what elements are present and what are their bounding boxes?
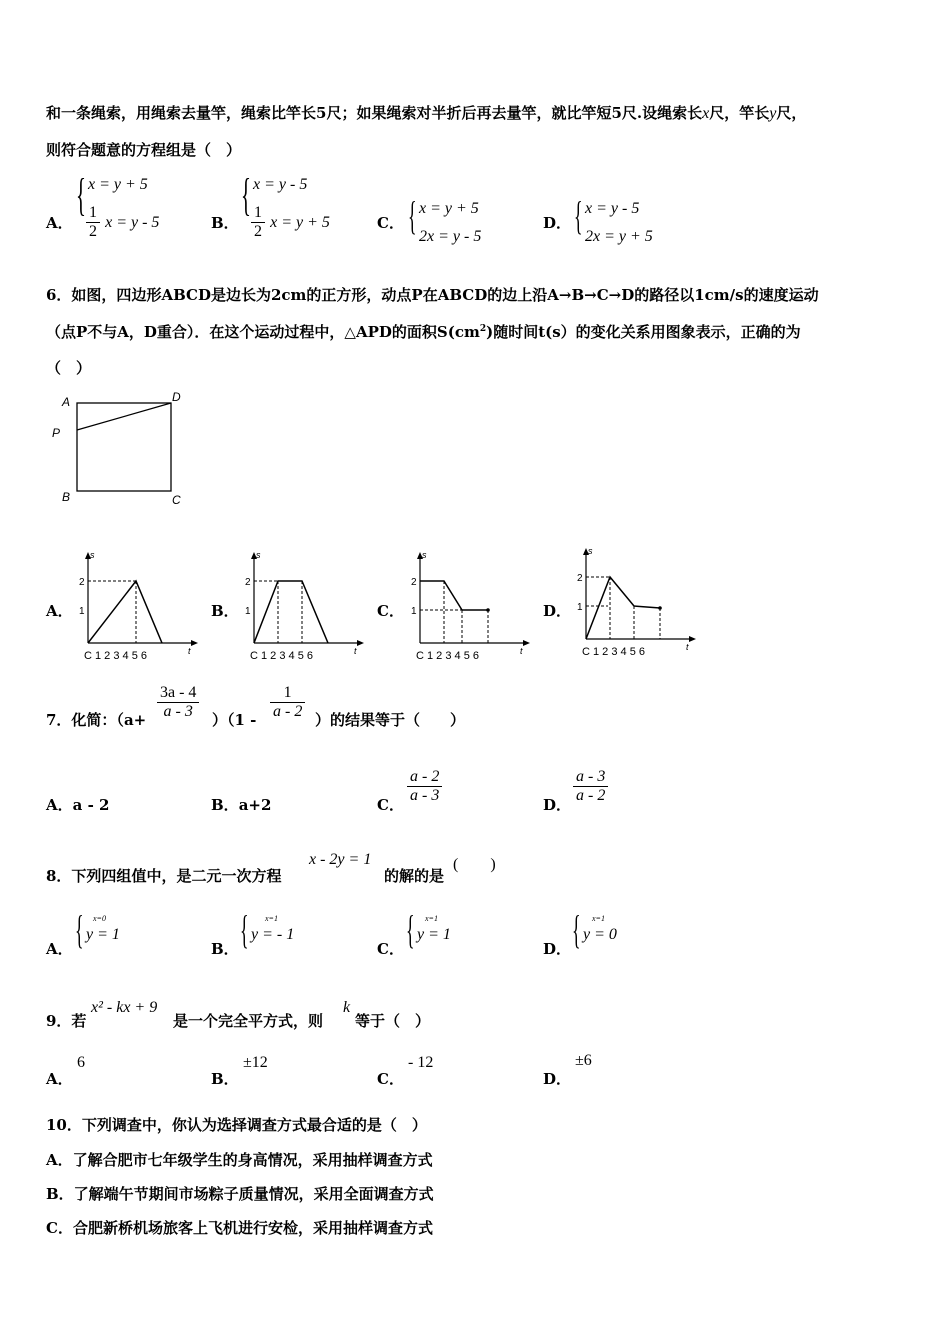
svg-text:s: s [256, 550, 261, 560]
q9-stem-suffix: 等于（ ） [355, 1012, 431, 1030]
q8-option-b-top: x=1 [265, 914, 278, 923]
q8-stem-prefix: 8．下列四组值中，是二元一次方程 [46, 867, 282, 885]
svg-text:C 1 2 3 4 5 6: C 1 2 3 4 5 6 [582, 646, 645, 658]
brace-icon: { [572, 907, 581, 952]
segment-pd [77, 403, 171, 430]
q7-option-a[interactable]: A．a - 2 [46, 796, 110, 814]
q8-equation: x - 2y = 1 [309, 851, 372, 868]
svg-text:C 1 2 3 4 5 6: C 1 2 3 4 5 6 [416, 650, 479, 662]
svg-text:t: t [686, 642, 689, 652]
svg-text:1: 1 [245, 606, 251, 617]
q9-option-d-value: ±6 [575, 1052, 592, 1069]
vertex-b: B [62, 490, 71, 504]
svg-text:t: t [188, 646, 191, 656]
q9-stem-prefix: 9．若 [46, 1012, 87, 1030]
q8-answer-paren: ( ) [453, 856, 496, 873]
q6-stem-line2: （点P不与A，D重合）．在这个运动过程中，△APD的面积$S(cm^2)$随时间t(s）的变化关系用图象表示，正确的为 [46, 323, 801, 341]
q5-option-a-label[interactable]: A． [46, 214, 73, 232]
q5-option-b-eq1: x = y - 5 [253, 176, 308, 193]
q6-option-c-label[interactable]: C． [377, 602, 404, 620]
q8-option-b-label[interactable]: B． [211, 940, 239, 958]
q6-option-b-label[interactable]: B． [211, 602, 239, 620]
q9-option-a-label[interactable]: A． [46, 1070, 73, 1088]
svg-text:s: s [422, 550, 427, 560]
q7-option-d-fraction: $\frac{a - 3}{a - 2}$ [573, 768, 608, 805]
q9-stem-middle: 是一个完全平方式，则 [173, 1012, 324, 1030]
q5-option-b-eq2: $\frac{1}{2}$ x = y + 5 [251, 204, 330, 241]
q9-option-b-value: ±12 [243, 1054, 268, 1071]
q5-option-d-eq2: 2x = y + 5 [585, 228, 653, 245]
vertex-c: C [172, 493, 181, 507]
square-abcd-figure [46, 390, 206, 510]
q10-option-a[interactable]: A．了解合肥市七年级学生的身高情况，采用抽样调查方式 [46, 1151, 433, 1169]
q5-option-a-eq1: x = y + 5 [88, 176, 148, 193]
q7-option-d-label[interactable]: D． [543, 796, 572, 814]
q5-option-b-label[interactable]: B． [211, 214, 239, 232]
q10-stem: 10．下列调查中，你认为选择调查方式最合适的是（ ） [46, 1116, 427, 1134]
q10-option-c[interactable]: C．合肥新桥机场旅客上飞机进行安检，采用抽样调查方式 [46, 1219, 433, 1237]
q8-option-d-bottom: y = 0 [583, 926, 617, 943]
q9-option-a-value: 6 [77, 1054, 85, 1071]
brace-icon: { [241, 169, 251, 220]
q7-stem-prefix: 7．化简：（a+ [46, 711, 147, 729]
q8-stem-suffix: 的解的是 [384, 867, 445, 885]
q6-stem-line3: （ ） [46, 359, 92, 377]
q6-graph-a [70, 548, 200, 666]
svg-text:s: s [588, 546, 593, 556]
q9-var-k: k [343, 999, 351, 1016]
q9-option-c-value: - 12 [408, 1054, 434, 1071]
q9-option-b-label[interactable]: B． [211, 1070, 239, 1088]
q9-option-c-label[interactable]: C． [377, 1070, 404, 1088]
q5-stem-line1: 和一条绳索，用绳索去量竿，绳索比竿长5尺；如果绳索对半折后再去量竿，就比竿短5尺.设绳索长x尺，竿长y尺， [46, 104, 807, 122]
q5-option-c-eq2: 2x = y - 5 [419, 228, 482, 245]
q5-option-c-label[interactable]: C． [377, 214, 404, 232]
brace-icon: { [76, 169, 86, 220]
q6-graph-d [568, 544, 698, 662]
q7-option-c-label[interactable]: C． [377, 796, 404, 814]
q6-option-a-label[interactable]: A． [46, 602, 73, 620]
brace-icon: { [574, 193, 583, 238]
vertex-a: A [62, 395, 71, 409]
svg-text:2: 2 [411, 577, 417, 588]
q7-fraction-2: $\frac{1}{a - 2}$ [270, 684, 305, 721]
q5-option-d-eq1: x = y - 5 [585, 200, 640, 217]
q8-option-a-bottom: y = 1 [86, 926, 120, 943]
svg-text:t: t [520, 646, 523, 656]
svg-text:1: 1 [577, 602, 583, 613]
q8-option-a-label[interactable]: A． [46, 940, 73, 958]
q9-expression: x² - kx + 9 [91, 999, 158, 1016]
point-p: P [52, 426, 61, 440]
svg-text:s: s [90, 550, 95, 560]
svg-text:2: 2 [245, 577, 251, 588]
q6-option-d-label[interactable]: D． [543, 602, 572, 620]
q5-option-d-label[interactable]: D． [543, 214, 572, 232]
svg-text:C 1 2 3 4 5 6: C 1 2 3 4 5 6 [250, 650, 313, 662]
q8-option-c-bottom: y = 1 [417, 926, 451, 943]
svg-text:t: t [354, 646, 357, 656]
q5-stem-line2: 则符合题意的方程组是（ ） [46, 141, 242, 159]
vertex-d: D [172, 390, 181, 404]
q6-stem-line1: 6．如图，四边形ABCD是边长为2cm的正方形，动点P在ABCD的边上沿A→B→C→D的路径以1cm/s的速度运动 [46, 286, 819, 304]
q7-stem-suffix: ）的结果等于（ ） [315, 711, 466, 729]
q5-option-c-eq1: x = y + 5 [419, 200, 479, 217]
q8-option-b-bottom: y = - 1 [251, 926, 295, 943]
q8-option-d-label[interactable]: D． [543, 940, 572, 958]
brace-icon: { [408, 193, 417, 238]
q10-option-b[interactable]: B．了解端午节期间市场粽子质量情况，采用全面调查方式 [46, 1185, 434, 1203]
brace-icon: { [240, 907, 249, 952]
svg-text:C 1 2 3 4 5 6: C 1 2 3 4 5 6 [84, 650, 147, 662]
q7-fraction-1: $\frac{3a - 4}{a - 3}$ [157, 684, 199, 721]
svg-text:2: 2 [79, 577, 85, 588]
q7-stem-middle: ）（1 - [212, 711, 257, 729]
svg-text:1: 1 [79, 606, 85, 617]
q7-option-c-fraction: $\frac{a - 2}{a - 3}$ [407, 768, 442, 805]
q8-option-a-top: x=0 [93, 914, 106, 923]
q6-graph-c [402, 548, 532, 666]
q8-option-d-top: x=1 [592, 914, 605, 923]
q6-graph-b [236, 548, 366, 666]
q7-option-b[interactable]: B．a+2 [211, 796, 272, 814]
q8-option-c-top: x=1 [425, 914, 438, 923]
q8-option-c-label[interactable]: C． [377, 940, 404, 958]
brace-icon: { [406, 907, 415, 952]
q9-option-d-label[interactable]: D． [543, 1070, 572, 1088]
svg-text:2: 2 [577, 573, 583, 584]
svg-text:1: 1 [411, 606, 417, 617]
q5-option-a-eq2: $\frac{1}{2}$ x = y - 5 [86, 204, 159, 241]
brace-icon: { [75, 907, 84, 952]
